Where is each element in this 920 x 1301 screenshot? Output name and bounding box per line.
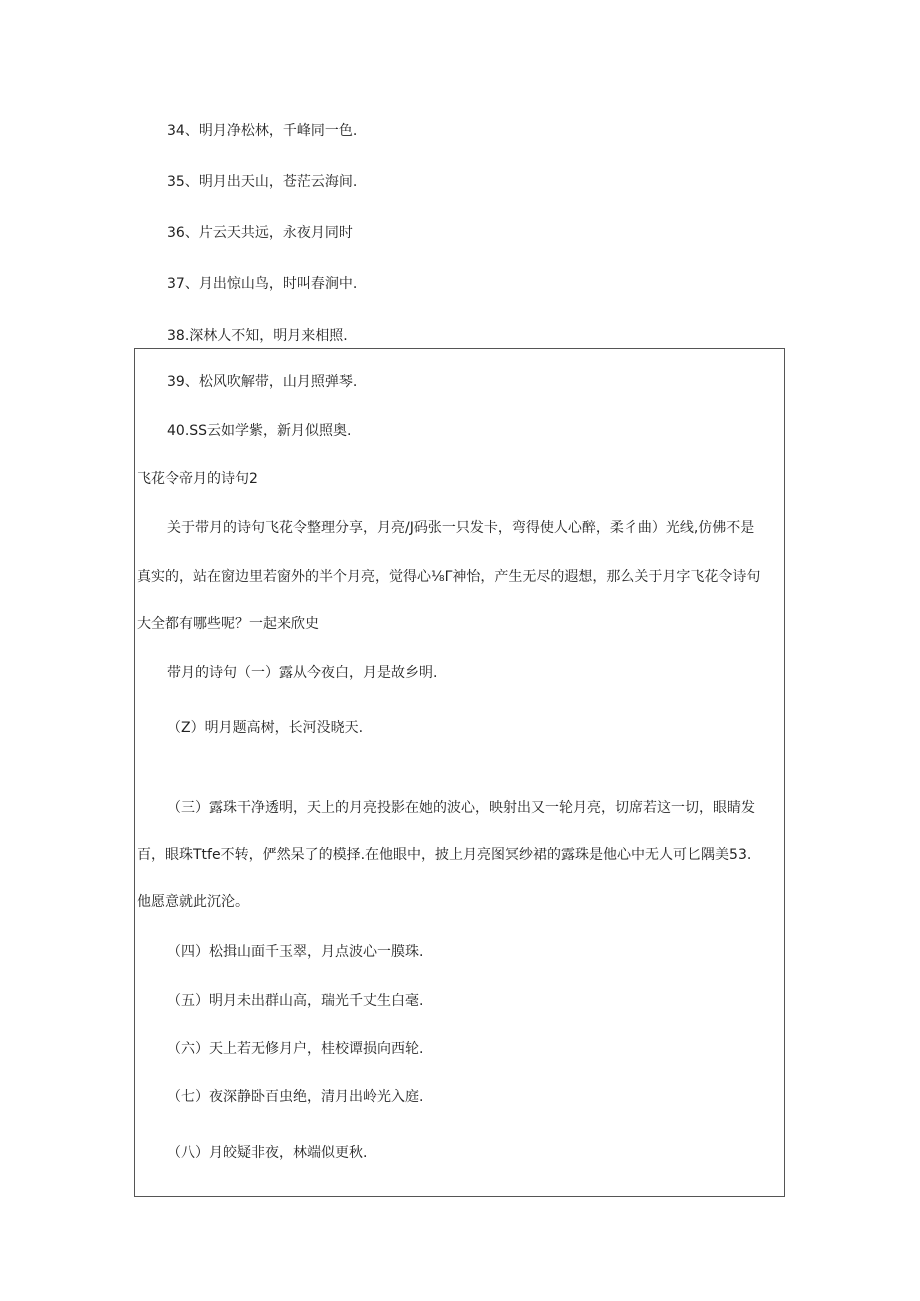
paragraph-1: 带月的诗句（一）露从今夜白，月是故乡明. [167, 665, 438, 681]
paragraph-2: （Z）明月题高树，长河没晓天. [167, 720, 364, 736]
poem-line-34: 34、明月净松林，千峰同一色. [167, 123, 358, 139]
poem-line-37: 37、月出惊山鸟，时叫春涧中. [167, 276, 358, 292]
paragraph-3-line-1: （三）露珠干净透明，天上的月亮投影在她的波心，映射出又一轮月亮，切席若这一切，眼睛发 [167, 800, 755, 816]
intro-paragraph-line-1: 关于带月的诗句飞花令整理分享，月亮/J码张一只发卡，弯得使人心醉，柔彳曲）光线,仿佛不是 [167, 520, 755, 536]
paragraph-7: （七）夜深静卧百虫绝，清月出岭光入庭. [167, 1089, 424, 1105]
poem-line-39: 39、松风吹解带，山月照弹琴. [167, 374, 358, 390]
poem-line-36: 36、片云天共远，永夜月同时 [167, 225, 353, 241]
paragraph-3-line-2: 百，眼珠Ttfe不转，俨然呆了的模择.在他眼中，披上月亮图冥纱裙的露珠是他心中无人可匕隅美53. [137, 847, 752, 863]
section-heading: 飞花令帝月的诗句2 [137, 471, 258, 487]
poem-line-35: 35、明月出天山，苍茫云海间. [167, 174, 358, 190]
paragraph-4: （四）松揖山面千玉翠，月点波心一膜珠. [167, 944, 424, 960]
intro-paragraph-line-2: 真实的，站在窗边里若窗外的半个月亮，觉得心⅛Γ神怡，产生无尽的遐想，那么关于月字飞花令诗句 [137, 569, 761, 585]
paragraph-8: （八）月皎疑非夜，林端似更秋. [167, 1145, 368, 1161]
paragraph-5: （五）明月未出群山高，瑞光千丈生白毫. [167, 993, 424, 1009]
paragraph-6: （六）天上若无修月户，桂校谭损向西轮. [167, 1041, 424, 1057]
intro-paragraph-line-3: 大全都有哪些呢？一起来欣史 [137, 616, 319, 632]
paragraph-3-line-3: 他愿意就此沉沦。 [137, 894, 249, 910]
poem-line-38: 38.深林人不知，明月来相照. [167, 328, 348, 344]
poem-line-40: 40.SS云如学紫，新月似照奥. [167, 423, 352, 439]
